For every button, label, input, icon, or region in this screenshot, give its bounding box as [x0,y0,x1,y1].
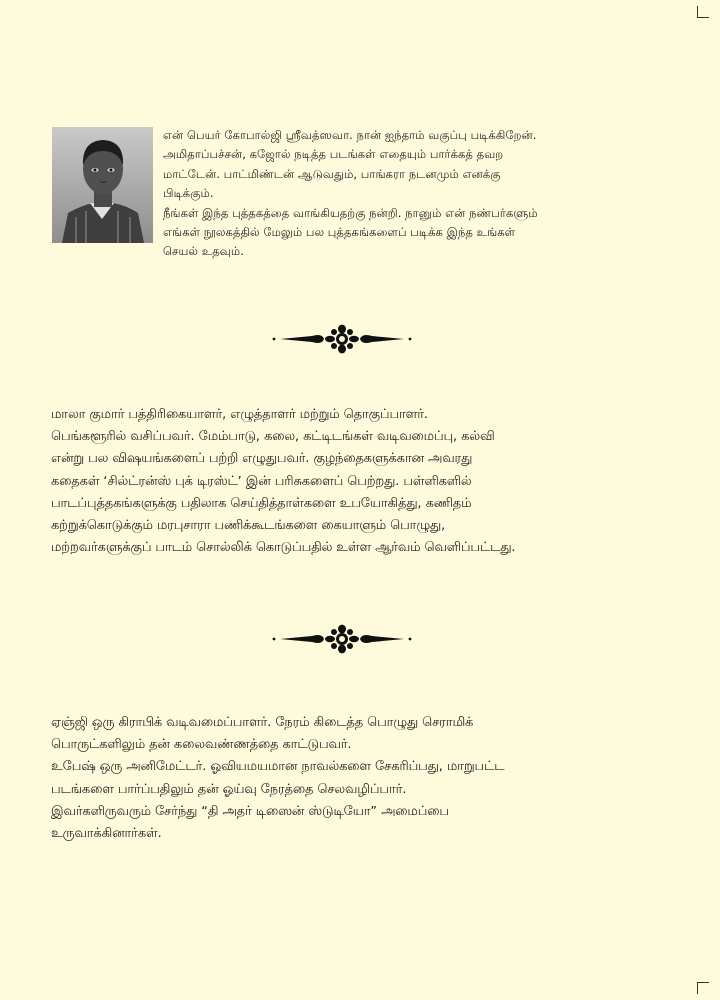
floral-divider-icon [272,624,412,654]
writer-line: கற்றுக்கொடுக்கும் மரபுசாரா பணிக்கூடங்களை கையாளும் பொழுது, [51,518,446,534]
writer-bio [51,404,631,559]
illustrators-line: இவர்களிருவரும் சேர்ந்து “தி அதர் டிஸைன் ஸ்டுடியோ” அமைப்பை [51,803,449,819]
crop-mark-bottom-right [697,982,698,994]
author-line: பிடிக்கும். [163,186,214,201]
illustrators-line: உருவாக்கினார்கள். [51,826,162,842]
writer-line: கதைகள் ‘சில்ட்ரன்ஸ் புக் டிரஸ்ட்’ இன் பரிசுகளைப் பெற்றது. பள்ளிகளில் [51,473,472,489]
writer-line: மற்றவர்களுக்குப் பாடம் சொல்லிக் கொடுப்பதில் உள்ள ஆர்வம் வெளிப்பட்டது. [51,540,516,556]
floral-divider-icon [272,324,412,354]
author-line: அமிதாப்பச்சன், கஜோல் நடித்த படங்கள் எதையும் பார்க்கத் தவற [163,147,504,162]
crop-mark-bottom-right-h [697,982,709,983]
author-line: மாட்டேன். பாட்மிண்டன் ஆடுவதும், பாங்கரா நடனமும் எனக்கு [163,166,501,181]
author-line: என் பெயர் கோபால்ஜி ஸ்ரீவத்ஸவா. நான் ஐந்தாம் வகுப்பு படிக்கிறேன். [163,128,537,142]
illustrators-line: பொருட்களிலும் தன் கலைவண்ணத்தை காட்டுபவர். [51,737,352,753]
writer-line: பெங்களூரில் வசிப்பவர். மேம்பாடு, கலை, கட்டிடங்கள் வடிவமைப்பு, கல்வி [51,429,495,445]
illustrators-line: படங்களை பார்ப்பதிலும் தன் ஓய்வு நேரத்தை செலவழிப்பார். [51,781,407,797]
writer-line: மாலா குமார் பத்திரிகையாளர், எழுத்தாளர் மற்றும் தொகுப்பாளர். [51,407,428,422]
crop-mark-top-right-h [697,17,709,18]
writer-line: பாடப்புத்தகங்களுக்கு பதிலாக செய்தித்தாள்களை உபயோகித்து, கணிதம் [51,495,472,511]
illustrators-line: உபேஷ் ஒரு அனிமேட்டர். ஓவியமயமான நாவல்களை சேகரிப்பது, மாறுபட்ட [51,759,505,775]
author-line: செயல் உதவும். [163,244,244,259]
author-line: நீங்கள் இந்த புத்தகத்தை வாங்கியதற்கு நன்றி. நானும் என் நண்பர்களும் [163,205,538,220]
writer-line: என்று பல விஷயங்களைப் பற்றி எழுதுபவர். குழந்தைகளுக்கான அவரது [51,451,473,467]
author-bio [163,126,613,262]
illustrators-bio [51,712,631,845]
illustrators-line: ஏஞ்ஜி ஒரு கிராபிக் வடிவமைப்பாளர். நேரம் கிடைத்த பொழுது செராமிக் [51,715,474,730]
author-line: எங்கள் நூலகத்தில் மேலும் பல புத்தகங்களைப் படிக்க இந்த உங்கள் [163,225,516,240]
author-photo [52,127,153,243]
